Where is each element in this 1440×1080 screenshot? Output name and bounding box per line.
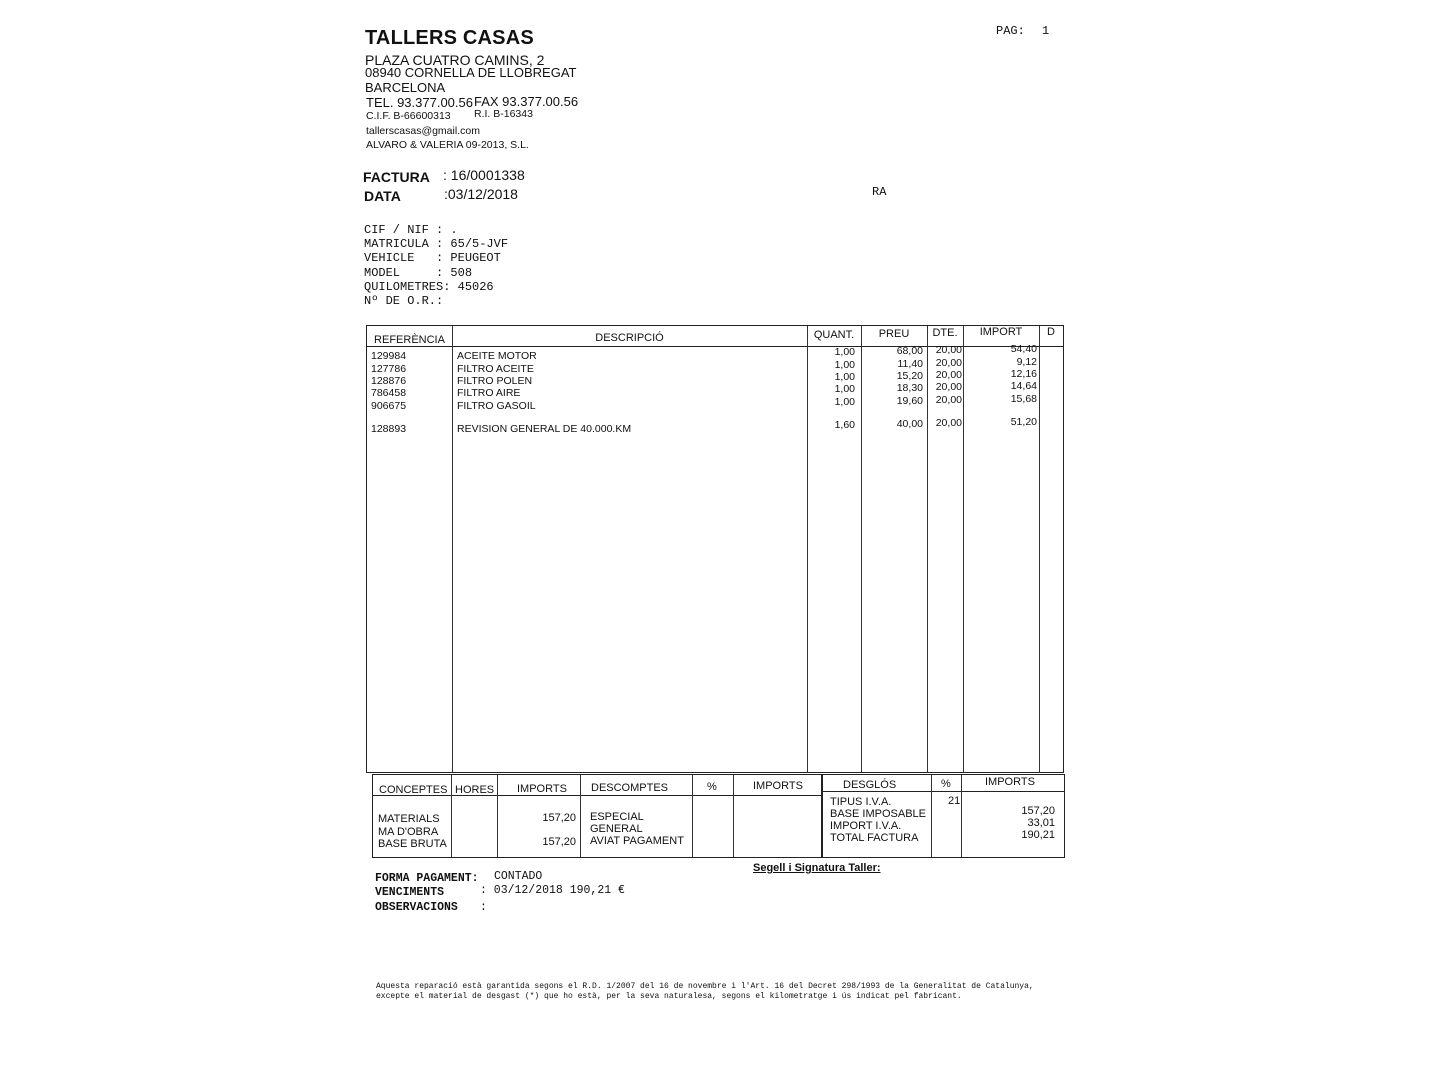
factura-label: FACTURA <box>363 169 430 185</box>
company-name: TALLERS CASAS <box>365 27 534 49</box>
cell-referencia: 128876 <box>371 375 407 387</box>
concept-base-bruta-import: 157,20 <box>542 836 576 848</box>
page-value: 1 <box>1042 24 1050 38</box>
company-owner: ALVARO & VALERIA 09-2013, S.L. <box>366 139 529 151</box>
concept-base-bruta: BASE BRUTA <box>378 838 447 850</box>
company-email: tallerscasas@gmail.com <box>366 125 480 137</box>
cif-value: . <box>450 223 458 237</box>
totals-header-desglos: DESGLÓS <box>843 779 897 791</box>
totals-header-imports: IMPORTS <box>517 783 567 795</box>
or-label: Nº DE O.R.: <box>364 294 444 309</box>
model-row <box>364 266 508 280</box>
breakdown-base-imposable: BASE IMPOSABLE <box>830 808 926 820</box>
totals-column-divider <box>692 775 693 857</box>
breakdown-total-factura-value: 190,21 <box>1021 829 1055 841</box>
totals-header-pct: % <box>707 781 717 793</box>
company-fax: FAX 93.377.00.56 <box>474 94 579 109</box>
cell-preu: 18,30 <box>896 382 923 394</box>
cell-descripcio: FILTRO AIRE <box>457 387 521 399</box>
model-label: MODEL : <box>364 265 444 280</box>
concept-materials: MATERIALS <box>378 813 440 825</box>
invoice-lines-table <box>366 325 1064 773</box>
company-phone: TEL. 93.377.00.56 <box>366 95 473 110</box>
cif-row <box>364 223 508 237</box>
vehicle-row <box>364 251 508 265</box>
column-divider <box>1039 326 1040 772</box>
breakdown-iva-pct: 21 <box>948 795 961 807</box>
cell-quant: 1,00 <box>834 346 855 358</box>
breakdown-import-iva: IMPORT I.V.A. <box>830 820 902 832</box>
matricula-value: 65/5-JVF <box>450 237 509 252</box>
forma-pagament-value: CONTADO <box>494 870 543 883</box>
concept-materials-import: 157,20 <box>542 812 576 824</box>
cell-descripcio: FILTRO POLEN <box>457 375 533 387</box>
data-label: DATA <box>364 188 401 204</box>
client-name-fragment: RA <box>872 185 887 199</box>
cell-import: 12,16 <box>1010 368 1037 380</box>
column-divider <box>452 326 453 772</box>
cell-referencia: 906675 <box>371 400 407 412</box>
cell-descripcio: REVISION GENERAL DE 40.000.KM <box>457 423 632 435</box>
forma-pagament-label: FORMA PAGAMENT: <box>375 872 479 885</box>
totals-column-divider <box>821 775 823 857</box>
cell-quant: 1,00 <box>834 359 855 371</box>
concept-ma-dobra: MA D'OBRA <box>378 826 439 838</box>
km-row <box>364 280 508 294</box>
breakdown-total-factura: TOTAL FACTURA <box>830 832 919 844</box>
cell-quant: 1,60 <box>834 419 855 431</box>
column-divider <box>963 326 964 772</box>
header-quant: QUANT. <box>813 329 855 341</box>
totals-header-imports-3: IMPORTS <box>985 776 1035 788</box>
cell-preu: 68,00 <box>896 345 923 357</box>
cell-referencia: 127786 <box>371 363 407 375</box>
header-dte: DTE. <box>932 327 958 339</box>
totals-table <box>372 774 1065 858</box>
header-preu: PREU <box>878 328 910 340</box>
totals-header-hores: HORES <box>455 784 495 796</box>
matricula-row <box>364 237 508 251</box>
model-value: 508 <box>450 265 473 280</box>
cell-dte: 20,00 <box>935 394 962 406</box>
totals-column-divider <box>931 775 932 857</box>
cell-import: 51,20 <box>1010 416 1037 428</box>
company-address-line2: 08940 CORNELLA DE LLOBREGAT <box>365 65 577 80</box>
totals-header-divider-right <box>823 791 1064 792</box>
invoice-date: :03/12/2018 <box>444 186 518 202</box>
totals-header-pct-2: % <box>941 778 951 790</box>
venciments-value: : 03/12/2018 190,21 € <box>480 884 625 897</box>
cell-descripcio: ACEITE MOTOR <box>457 350 537 362</box>
cell-referencia: 128893 <box>371 423 407 435</box>
km-label: QUILOMETRES: <box>364 279 451 294</box>
totals-header-conceptes: CONCEPTES <box>379 784 448 796</box>
cell-preu: 11,40 <box>897 358 923 370</box>
totals-column-divider <box>451 775 452 857</box>
header-descripcio: DESCRIPCIÓ <box>595 332 664 344</box>
cell-dte: 20,00 <box>935 357 962 369</box>
observacions-label: OBSERVACIONS <box>375 901 458 914</box>
cell-import: 54,40 <box>1010 343 1037 355</box>
vehicle-label: VEHICLE : <box>364 251 444 266</box>
cell-quant: 1,00 <box>834 383 855 395</box>
cell-import: 14,64 <box>1010 380 1037 392</box>
cell-preu: 40,00 <box>896 418 923 430</box>
breakdown-base-imposable-import: 157,20 <box>1021 805 1055 817</box>
or-row <box>364 294 508 308</box>
company-cif: C.I.F. B-66600313 <box>366 110 451 122</box>
breakdown-tipus-iva: TIPUS I.V.A. <box>830 796 892 808</box>
cell-dte: 20,00 <box>935 381 962 393</box>
header-d: D <box>1047 326 1055 338</box>
cell-referencia: 129984 <box>371 350 407 362</box>
header-referencia: REFERÈNCIA <box>374 334 445 346</box>
discount-general: GENERAL <box>590 823 643 835</box>
totals-column-divider <box>580 775 581 857</box>
cell-dte: 20,00 <box>935 344 962 356</box>
observacions-value: : <box>480 901 487 914</box>
breakdown-import-iva-value: 33,01 <box>1027 817 1055 829</box>
venciments-label: VENCIMENTS <box>375 886 445 899</box>
cif-label: CIF / NIF : <box>364 223 444 237</box>
vehicle-info <box>364 223 508 308</box>
cell-import: 15,68 <box>1010 393 1037 405</box>
column-divider <box>807 326 808 772</box>
totals-column-divider <box>961 775 962 857</box>
page-number <box>996 24 1049 38</box>
cell-preu: 19,60 <box>896 395 923 407</box>
cell-import: 9,12 <box>1016 356 1037 368</box>
company-ri: R.I. B-16343 <box>474 108 533 120</box>
matricula-label: MATRICULA : <box>364 237 444 252</box>
factura-number: : 16/0001338 <box>443 167 525 183</box>
header-import: IMPORT <box>979 326 1023 338</box>
column-divider <box>861 326 862 772</box>
cell-descripcio: FILTRO GASOIL <box>457 400 536 412</box>
company-address-line1: PLAZA CUATRO CAMINS, 2 <box>365 52 545 68</box>
signature-label: Segell i Signatura Taller: <box>753 862 881 874</box>
page-label: PAG: <box>996 24 1025 38</box>
totals-header-descomptes: DESCOMPTES <box>591 782 669 794</box>
vehicle-value: PEUGEOT <box>450 251 501 266</box>
cell-preu: 15,20 <box>896 370 923 382</box>
totals-header-imports-2: IMPORTS <box>753 780 803 792</box>
company-city: BARCELONA <box>365 80 446 95</box>
cell-descripcio: FILTRO ACEITE <box>457 363 534 375</box>
km-value: 45026 <box>457 279 494 294</box>
cell-referencia: 786458 <box>371 387 407 399</box>
cell-quant: 1,00 <box>834 371 855 383</box>
totals-column-divider <box>733 775 734 857</box>
discount-aviat-pagament: AVIAT PAGAMENT <box>590 835 684 847</box>
legal-warranty-text: Aquesta reparació està garantida segons el R.D. 1/2007 del 16 de novembre i l'Art. 16 del Decret 298/1993 de la Generalitat de Catalunya, excepte el material de desgast (*) que ho està, per la seva naturalesa, segons el kilometratge i ús indicat pel fabricant. <box>376 982 1034 1001</box>
cell-dte: 20,00 <box>935 417 962 429</box>
cell-dte: 20,00 <box>935 369 962 381</box>
discount-especial: ESPECIAL <box>590 811 644 823</box>
cell-quant: 1,00 <box>834 396 855 408</box>
